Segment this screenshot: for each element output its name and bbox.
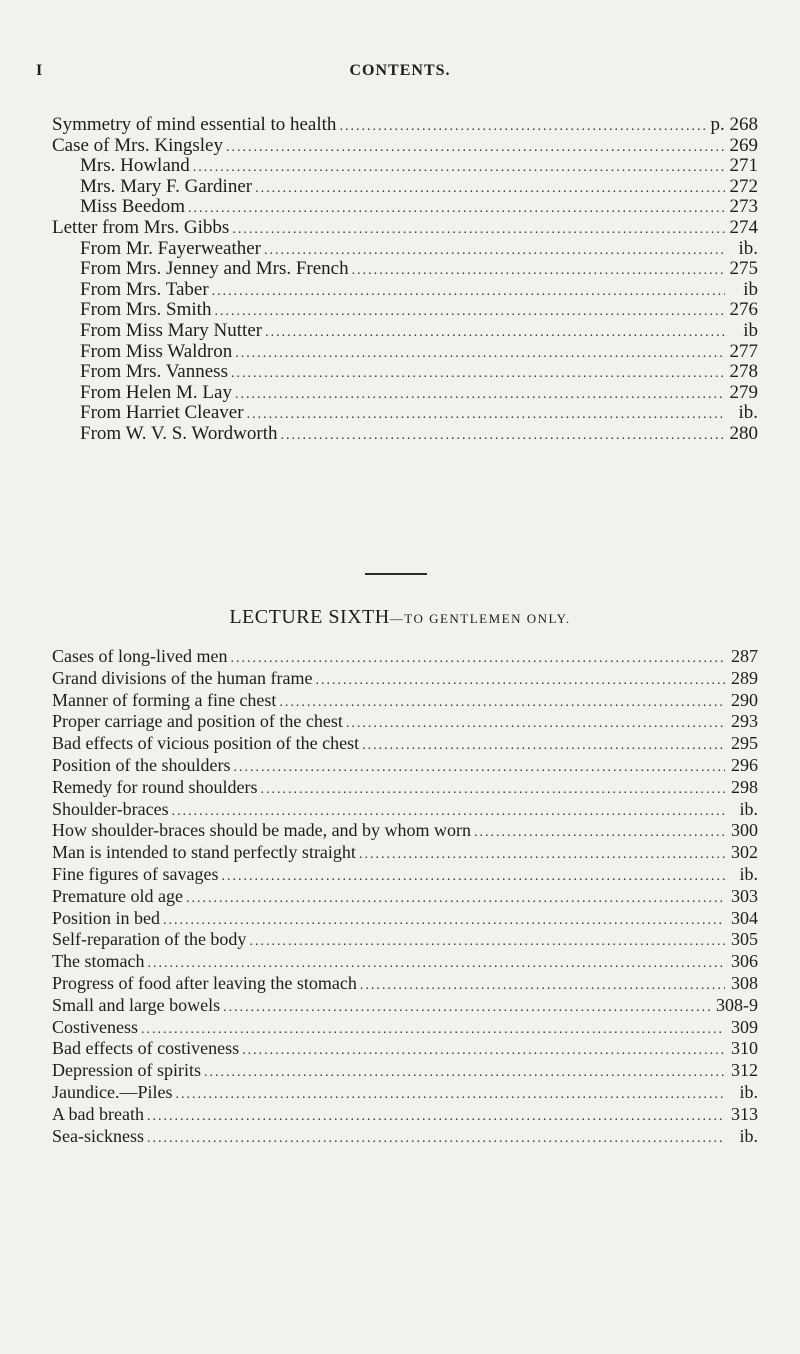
dot-leader bbox=[474, 822, 725, 844]
toc-entry-page: ib. bbox=[738, 237, 758, 259]
dot-leader bbox=[235, 344, 725, 365]
toc-entry-label: Position in bed bbox=[52, 907, 161, 928]
toc-entry-label: Fine figures of savages bbox=[52, 863, 219, 884]
toc-entry-page: ib bbox=[743, 319, 758, 341]
toc-entry-page: 296 bbox=[731, 754, 758, 775]
toc-entry-page: 308 bbox=[731, 972, 758, 993]
dot-leader bbox=[193, 158, 725, 179]
toc-entry-page: ib. bbox=[739, 798, 758, 819]
toc-entry-page: 272 bbox=[729, 175, 758, 197]
toc-entry-page: p. 268 bbox=[710, 114, 758, 135]
dot-leader bbox=[221, 866, 725, 888]
toc-entry bbox=[52, 1060, 758, 1082]
toc-entry bbox=[52, 886, 758, 908]
toc-entry-label: From Mr. Fayerweather bbox=[80, 237, 261, 259]
dot-leader bbox=[163, 910, 725, 932]
toc-entry-page: ib. bbox=[739, 1081, 758, 1102]
toc-entry-page: 279 bbox=[729, 381, 758, 403]
contents-list-lecture-sixth bbox=[52, 646, 758, 1147]
toc-entry-label: From Mrs. Jenney and Mrs. French bbox=[80, 258, 349, 280]
dot-leader bbox=[214, 302, 725, 323]
toc-entry-label: Bad effects of vicious position of the chest bbox=[52, 733, 360, 754]
toc-entry-label: Grand divisions of the human frame bbox=[52, 667, 313, 688]
toc-entry-label: Case of Mrs. Kingsley bbox=[52, 134, 223, 156]
toc-entry bbox=[52, 777, 758, 799]
toc-entry-page: 306 bbox=[731, 951, 758, 972]
page-mark: I bbox=[36, 62, 44, 79]
dot-leader bbox=[147, 1106, 725, 1128]
toc-entry bbox=[52, 646, 758, 668]
toc-entry-page: ib. bbox=[738, 402, 758, 424]
dot-leader bbox=[232, 220, 725, 241]
running-head bbox=[0, 62, 800, 80]
dot-leader bbox=[359, 844, 725, 866]
toc-entry-label: Self-reparation of the body bbox=[52, 929, 247, 950]
toc-entry bbox=[52, 177, 758, 198]
toc-entry-label: Jaundice.—Piles bbox=[52, 1081, 173, 1102]
toc-entry-page: 275 bbox=[729, 258, 758, 280]
toc-entry-label: Depression of spirits bbox=[52, 1060, 201, 1081]
toc-entry bbox=[52, 1104, 758, 1126]
toc-entry-page: ib. bbox=[739, 863, 758, 884]
toc-entry bbox=[52, 342, 758, 363]
toc-entry-page: 280 bbox=[729, 422, 758, 444]
toc-entry-label: How shoulder-braces should be made, and by whom worn bbox=[52, 820, 472, 841]
toc-entry-page: 304 bbox=[731, 907, 758, 928]
toc-entry-label: Miss Beedom bbox=[80, 196, 186, 218]
toc-entry-page: ib. bbox=[739, 1125, 758, 1146]
toc-entry-page: 312 bbox=[731, 1060, 758, 1081]
toc-entry bbox=[52, 733, 758, 755]
dot-leader bbox=[188, 199, 725, 220]
toc-entry bbox=[52, 842, 758, 864]
toc-entry-label: Manner of forming a fine chest bbox=[52, 689, 277, 710]
dot-leader bbox=[352, 261, 725, 282]
dot-leader bbox=[226, 138, 725, 159]
toc-entry-label: From W. V. S. Wordworth bbox=[80, 422, 278, 444]
toc-entry bbox=[52, 1017, 758, 1039]
dot-leader bbox=[212, 282, 725, 303]
toc-entry-page: 295 bbox=[731, 733, 758, 754]
dot-leader bbox=[339, 117, 707, 138]
dot-leader bbox=[315, 670, 725, 692]
toc-entry-page: 310 bbox=[731, 1038, 758, 1059]
toc-entry-label: From Mrs. Smith bbox=[80, 299, 212, 321]
toc-entry-label: Premature old age bbox=[52, 885, 183, 906]
dot-leader bbox=[249, 931, 725, 953]
dot-leader bbox=[235, 385, 725, 406]
toc-entry-label: Man is intended to stand perfectly straight bbox=[52, 842, 356, 863]
toc-entry-label: Sea-sickness bbox=[52, 1125, 144, 1146]
dot-leader bbox=[175, 1084, 725, 1106]
toc-entry bbox=[52, 973, 758, 995]
dot-leader bbox=[223, 997, 713, 1019]
toc-entry bbox=[52, 321, 758, 342]
dot-leader bbox=[186, 888, 725, 910]
toc-entry-label: Proper carriage and position of the chest bbox=[52, 711, 343, 732]
section-divider bbox=[365, 573, 427, 575]
running-head-title: CONTENTS. bbox=[349, 62, 451, 79]
toc-entry bbox=[52, 300, 758, 321]
toc-entry bbox=[52, 424, 758, 445]
dot-leader bbox=[346, 713, 725, 735]
toc-entry-page: 289 bbox=[731, 667, 758, 688]
toc-entry bbox=[52, 929, 758, 951]
dot-leader bbox=[260, 779, 725, 801]
toc-entry-page: 303 bbox=[731, 885, 758, 906]
dot-leader bbox=[172, 801, 725, 823]
lecture-title: LECTURE SIXTH bbox=[229, 606, 390, 628]
toc-entry-page: 308-9 bbox=[716, 994, 758, 1015]
dot-leader bbox=[247, 405, 725, 426]
toc-entry bbox=[52, 115, 758, 136]
toc-entry-label: Symmetry of mind essential to health bbox=[52, 114, 337, 135]
toc-entry-page: 300 bbox=[731, 820, 758, 841]
toc-entry-page: 287 bbox=[731, 646, 758, 666]
dot-leader bbox=[360, 975, 725, 997]
dot-leader bbox=[147, 953, 725, 975]
toc-entry bbox=[52, 951, 758, 973]
toc-entry-page: 278 bbox=[729, 361, 758, 383]
dot-leader bbox=[204, 1062, 725, 1084]
toc-entry-page: 302 bbox=[731, 842, 758, 863]
toc-entry bbox=[52, 403, 758, 424]
toc-entry-label: From Harriet Cleaver bbox=[80, 402, 244, 424]
toc-entry bbox=[52, 755, 758, 777]
toc-entry-label: From Helen M. Lay bbox=[80, 381, 232, 403]
dot-leader bbox=[242, 1040, 725, 1062]
toc-entry-label: Cases of long-lived men bbox=[52, 646, 228, 666]
toc-entry-page: 269 bbox=[729, 134, 758, 156]
toc-entry-label: The stomach bbox=[52, 951, 145, 972]
toc-entry-label: Costiveness bbox=[52, 1016, 139, 1037]
toc-entry-label: Small and large bowels bbox=[52, 994, 221, 1015]
dot-leader bbox=[362, 735, 725, 757]
toc-entry-page: 293 bbox=[731, 711, 758, 732]
toc-entry bbox=[52, 820, 758, 842]
toc-entry bbox=[52, 218, 758, 239]
toc-entry bbox=[52, 995, 758, 1017]
dot-leader bbox=[147, 1128, 725, 1150]
toc-entry-page: 309 bbox=[731, 1016, 758, 1037]
contents-list-lecture-fifth bbox=[52, 115, 758, 445]
toc-entry-label: Remedy for round shoulders bbox=[52, 776, 258, 797]
toc-entry bbox=[52, 156, 758, 177]
toc-entry-page: 305 bbox=[731, 929, 758, 950]
toc-entry-label: Bad effects of costiveness bbox=[52, 1038, 240, 1059]
dot-leader bbox=[231, 364, 725, 385]
toc-entry bbox=[52, 799, 758, 821]
lecture-subtitle: —TO GENTLEMEN ONLY. bbox=[389, 611, 571, 626]
toc-entry bbox=[52, 280, 758, 301]
toc-entry bbox=[52, 239, 758, 260]
toc-entry-page: 313 bbox=[731, 1103, 758, 1124]
toc-entry-label: From Miss Waldron bbox=[80, 340, 233, 362]
toc-entry-label: A bad breath bbox=[52, 1103, 144, 1124]
toc-entry-label: Position of the shoulders bbox=[52, 754, 231, 775]
toc-entry-label: Mrs. Mary F. Gardiner bbox=[80, 175, 253, 197]
toc-entry-page: 290 bbox=[731, 689, 758, 710]
toc-entry-label: Progress of food after leaving the stomach bbox=[52, 972, 357, 993]
toc-entry-page: 274 bbox=[729, 216, 758, 238]
toc-entry bbox=[52, 362, 758, 383]
toc-entry-page: 273 bbox=[729, 196, 758, 218]
toc-entry-label: Shoulder-braces bbox=[52, 798, 169, 819]
toc-entry-page: 276 bbox=[729, 299, 758, 321]
dot-leader bbox=[265, 323, 725, 344]
toc-entry bbox=[52, 864, 758, 886]
dot-leader bbox=[234, 757, 726, 779]
toc-entry bbox=[52, 259, 758, 280]
toc-entry-page: 271 bbox=[729, 155, 758, 177]
toc-entry bbox=[52, 383, 758, 404]
dot-leader bbox=[141, 1019, 725, 1041]
toc-entry-label: Letter from Mrs. Gibbs bbox=[52, 216, 230, 238]
dot-leader bbox=[255, 179, 725, 200]
toc-entry bbox=[52, 668, 758, 690]
toc-entry bbox=[52, 1082, 758, 1104]
toc-entry-page: 277 bbox=[729, 340, 758, 362]
toc-entry bbox=[52, 711, 758, 733]
dot-leader bbox=[230, 648, 725, 670]
toc-entry bbox=[52, 136, 758, 157]
toc-entry bbox=[52, 197, 758, 218]
toc-entry-label: From Mrs. Taber bbox=[80, 278, 209, 300]
toc-entry bbox=[52, 1038, 758, 1060]
toc-entry bbox=[52, 1126, 758, 1148]
toc-entry bbox=[52, 690, 758, 712]
toc-entry-page: 298 bbox=[731, 776, 758, 797]
toc-entry-page: ib bbox=[743, 278, 758, 300]
dot-leader bbox=[281, 426, 726, 447]
lecture-heading bbox=[0, 606, 800, 629]
toc-entry-label: From Mrs. Vanness bbox=[80, 361, 228, 383]
toc-entry bbox=[52, 908, 758, 930]
dot-leader bbox=[279, 692, 725, 714]
toc-entry-label: Mrs. Howland bbox=[80, 155, 190, 177]
toc-entry-label: From Miss Mary Nutter bbox=[80, 319, 263, 341]
